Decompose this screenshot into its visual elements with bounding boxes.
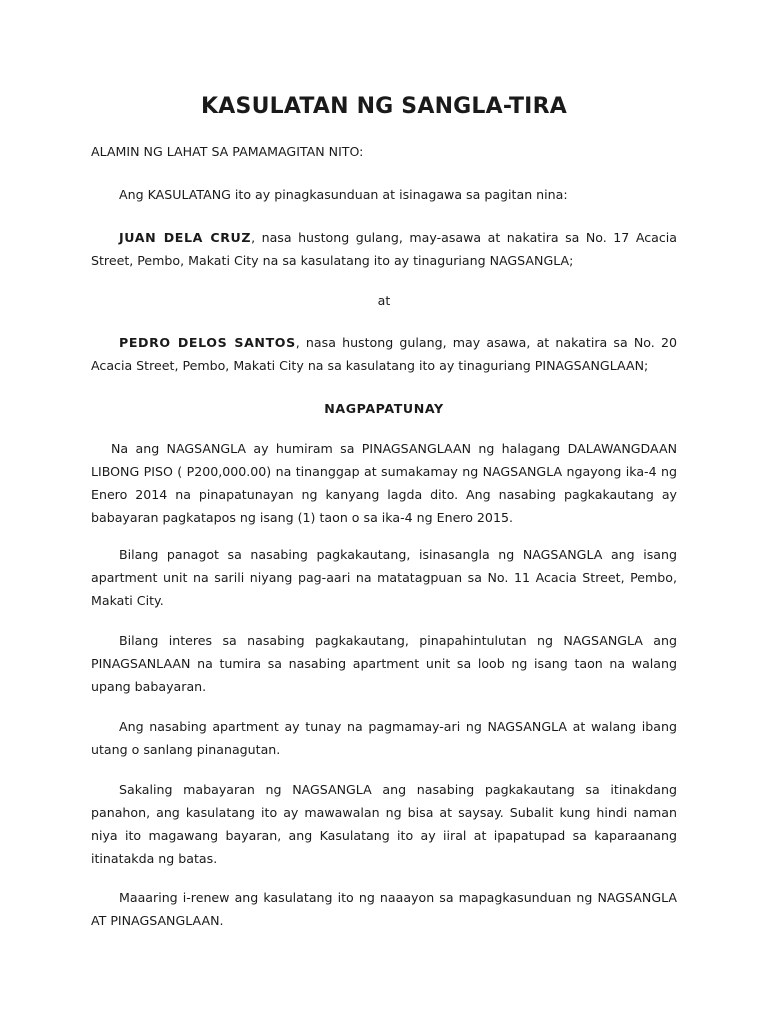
paragraph-renewal: Maaaring i-renew ang kasulatang ito ng naaayon sa mapagkasunduan ng NAGSANGLA AT PINAGSANGLAAN.	[91, 890, 677, 928]
paragraph-interest: Bilang interes sa nasabing pagkakautang, pinapahintulutan ng NAGSANGLA ang PINAGSANLAAN na tumira sa nasabing apartment unit sa loob ng isang taon na walang upang babayaran.	[91, 633, 677, 694]
conjunction-text: at	[377, 293, 391, 308]
party-one-paragraph	[91, 226, 677, 272]
document-title: KASULATAN NG SANGLA-TIRA	[201, 94, 567, 119]
document-page	[91, 0, 677, 1024]
party-one-details: , nasa hustong gulang, may-asawa at nakatira sa No. 17 Acacia Street, Pembo, Makati City na sa kasulatang ito ay tinaguriang NAGSANGLA;	[91, 230, 677, 268]
party-two-details: , nasa hustong gulang, may asawa, at nakatira sa No. 20 Acacia Street, Pembo, Makati City na sa kasulatang ito ay tinaguriang PINAGSANGLAAN;	[91, 335, 677, 373]
paragraph-collateral: Bilang panagot sa nasabing pagkakautang, isinasangla ng NAGSANGLA ang isang apartment unit na sarili niyang pag-aari na matatagpuan sa No. 11 Acacia Street, Pembo, Makati City.	[91, 547, 677, 608]
party-one-name: JUAN DELA CRUZ	[119, 230, 252, 245]
opening-line: ALAMIN NG LAHAT SA PAMAMAGITAN NITO:	[91, 144, 364, 159]
paragraph-payment-terms: Sakaling mabayaran ng NAGSANGLA ang nasabing pagkakautang sa itinakdang panahon, ang kasulatang ito ay mawawalan ng bisa at saysay. Subalit kung hindi naman niya ito magawang bayaran, ang Kasulatang ito ay iiral at ipapatupad sa kaparaanang itinatakda ng batas.	[91, 782, 677, 866]
intro-paragraph: Ang KASULATANG ito ay pinagkasunduan at isinagawa sa pagitan nina:	[119, 187, 568, 202]
party-two-paragraph	[91, 331, 677, 377]
section-heading: NAGPAPATUNAY	[324, 401, 444, 416]
party-two-name: PEDRO DELOS SANTOS	[119, 335, 296, 350]
paragraph-loan: Na ang NAGSANGLA ay humiram sa PINAGSANGLAAN ng halagang DALAWANGDAAN LIBONG PISO ( P200,000.00) na tinanggap at sumakamay ng NAGSANGLA ngayong ika-4 ng Enero 2014 na pinapatunayan ng kanyang lagda dito. Ang nasabing pagkakautang ay babayaran pagkatapos ng isang (1) taon o sa ika-4 ng Enero 2015.	[91, 441, 677, 525]
paragraph-ownership: Ang nasabing apartment ay tunay na pagmamay-ari ng NAGSANGLA at walang ibang utang o sanlang pinanagutan.	[91, 719, 677, 757]
